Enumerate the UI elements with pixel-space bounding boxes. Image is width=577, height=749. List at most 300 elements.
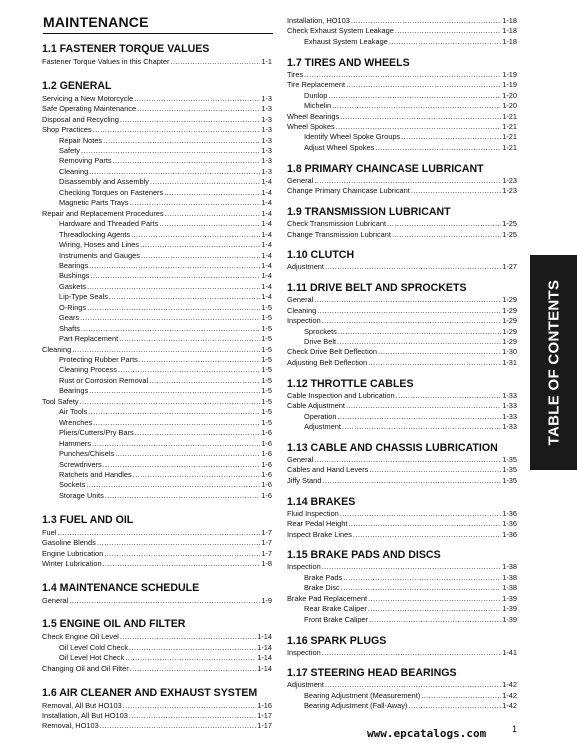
toc-entry-page: 1-4 (261, 177, 272, 187)
toc-subentry[interactable] (59, 365, 272, 374)
dot-leader (368, 594, 501, 603)
toc-entry-label: Servicing a New Motorcycle (42, 93, 134, 103)
toc-subentry[interactable] (59, 428, 272, 437)
toc-entry-label: Punches/Chisels (59, 449, 115, 459)
dot-leader (97, 538, 260, 547)
section-heading: 1.9 TRANSMISSION LUBRICANT (287, 206, 451, 219)
toc-entry[interactable] (287, 122, 517, 131)
dot-leader (332, 101, 501, 110)
dot-leader (92, 439, 260, 448)
toc-subentry[interactable] (304, 412, 517, 421)
toc-entry-page: 1-4 (261, 208, 272, 218)
toc-entry-page: 1-23 (502, 175, 517, 185)
dot-leader (81, 324, 260, 333)
dot-leader (325, 262, 501, 271)
toc-entry[interactable] (42, 57, 272, 66)
toc-entry-page: 1-5 (261, 355, 272, 364)
dot-leader (89, 261, 260, 270)
toc-entry-label: Tire Replacement (287, 80, 346, 90)
toc-entry-page: 1-36 (502, 529, 517, 539)
section-heading: 1.5 ENGINE OIL AND FILTER (42, 618, 186, 631)
toc-entry[interactable] (42, 528, 272, 537)
toc-entry-label: Cleaning (59, 166, 89, 176)
dot-leader (337, 337, 501, 346)
toc-entry[interactable] (287, 306, 517, 315)
toc-subentry[interactable] (59, 653, 272, 662)
toc-entry-page: 1-20 (502, 90, 517, 100)
toc-entry[interactable] (287, 176, 517, 185)
toc-entry[interactable] (42, 104, 272, 113)
dot-leader (80, 397, 261, 406)
dot-leader (408, 701, 501, 710)
dot-leader (322, 316, 502, 325)
toc-subentry[interactable] (59, 376, 272, 385)
toc-subentry[interactable] (59, 292, 272, 301)
dot-leader (87, 282, 260, 291)
toc-entry-label: Tool Safety (42, 396, 79, 406)
toc-entry-page: 1-5 (261, 396, 272, 406)
dot-leader (72, 345, 260, 354)
toc-entry-page: 1-4 (261, 198, 272, 208)
toc-entry[interactable] (287, 391, 517, 400)
dot-leader (129, 198, 260, 207)
toc-entry[interactable] (287, 562, 517, 571)
toc-entry[interactable] (287, 295, 517, 304)
toc-entry[interactable] (287, 358, 517, 367)
toc-subentry[interactable] (304, 583, 517, 592)
dot-leader (120, 115, 260, 124)
toc-subentry[interactable] (59, 355, 272, 364)
section-heading: 1.1 FASTENER TORQUE VALUES (42, 43, 210, 55)
toc-subentry[interactable] (304, 573, 517, 582)
toc-entry-label: Wheel Spokes (287, 122, 335, 131)
dot-leader (159, 219, 260, 228)
toc-entry-label: Bearing Adjustment (Measurement) (304, 690, 421, 700)
toc-entry-label: Engine Lubrication (42, 548, 104, 558)
toc-entry-label: Bearings (59, 386, 89, 396)
toc-subentry[interactable] (59, 271, 272, 280)
toc-entry-page: 1-18 (502, 26, 517, 36)
dot-leader (343, 573, 501, 582)
toc-entry-page: 1-21 (502, 132, 517, 142)
toc-subentry[interactable] (304, 101, 517, 110)
toc-entry-label: Check Engine Oil Level (42, 632, 119, 642)
toc-entry-page: 1-33 (502, 401, 517, 411)
toc-entry-page: 1-29 (502, 316, 517, 326)
toc-entry-label: Ratchets and Handles (59, 469, 132, 479)
dot-leader (113, 156, 261, 165)
toc-entry-page: 1-5 (261, 375, 272, 385)
dot-leader (103, 136, 260, 145)
dot-leader (120, 632, 256, 641)
toc-entry-label: Magnetic Parts Trays (59, 198, 129, 208)
toc-entry[interactable] (287, 401, 517, 410)
toc-entry[interactable] (287, 230, 517, 239)
toc-entry[interactable] (42, 701, 272, 710)
toc-subentry[interactable] (59, 146, 272, 155)
toc-subentry[interactable] (59, 439, 272, 448)
page-title: MAINTENANCE (43, 14, 273, 34)
dot-leader (368, 358, 501, 367)
dot-leader (135, 428, 261, 437)
toc-entry-page: 1-19 (502, 80, 517, 90)
toc-entry-label: Hardware and Threaded Parts (59, 219, 159, 229)
toc-entry-page: 1-3 (261, 135, 272, 145)
toc-entry-page: 1-3 (261, 104, 272, 114)
toc-entry-label: Inspection (287, 647, 321, 657)
toc-subentry[interactable] (59, 188, 272, 197)
toc-entry[interactable] (287, 455, 517, 464)
toc-entry-label: Checking Torques on Fasteners (59, 187, 164, 197)
toc-subentry[interactable] (59, 136, 272, 145)
toc-subentry[interactable] (59, 643, 272, 652)
toc-subentry[interactable] (59, 167, 272, 176)
toc-entry-page: 1-18 (502, 36, 517, 46)
toc-entry-page: 1-5 (261, 313, 272, 323)
toc-entry[interactable] (287, 648, 517, 657)
toc-entry-page: 1-3 (261, 156, 272, 166)
dot-leader (314, 455, 501, 464)
toc-entry-label: Adjustment (304, 422, 341, 432)
toc-entry[interactable] (287, 465, 517, 474)
toc-entry-label: Check Transmission Lubricant (287, 219, 386, 229)
toc-entry-page: 1-4 (261, 271, 272, 281)
toc-entry[interactable] (42, 538, 272, 547)
dot-leader (90, 271, 260, 280)
toc-entry[interactable] (42, 632, 272, 641)
toc-subentry[interactable] (59, 303, 272, 312)
section-heading: 1.16 SPARK PLUGS (287, 634, 387, 647)
toc-entry-page: 1-6 (261, 428, 272, 438)
dot-leader (392, 230, 501, 239)
dot-leader (340, 112, 501, 121)
toc-entry-label: Michelin (304, 101, 332, 111)
toc-entry-page: 1-4 (261, 292, 272, 302)
toc-entry-page: 1-4 (261, 187, 272, 197)
toc-entry[interactable] (287, 680, 517, 689)
toc-entry-page: 1-3 (261, 93, 272, 103)
dot-leader (317, 306, 501, 315)
toc-subentry[interactable] (59, 177, 272, 186)
dot-leader (387, 219, 501, 228)
toc-entry-label: Oil Level Cold Check (59, 642, 129, 652)
toc-entry-label: Inspection (287, 316, 321, 326)
toc-entry-page: 1-35 (502, 454, 517, 464)
toc-entry[interactable] (42, 559, 272, 568)
dot-leader (137, 104, 260, 113)
toc-subentry[interactable] (59, 261, 272, 270)
toc-entry-page: 1-4 (261, 219, 272, 229)
dot-leader (131, 230, 260, 239)
toc-entry-page: 1-3 (261, 166, 272, 176)
toc-entry[interactable] (42, 345, 272, 354)
toc-subentry[interactable] (59, 240, 272, 249)
dot-leader (389, 37, 501, 46)
toc-entry-page: 1-39 (502, 593, 517, 603)
toc-entry[interactable] (42, 596, 272, 605)
toc-entry-page: 1-8 (261, 558, 272, 568)
dot-leader (57, 528, 260, 537)
toc-entry-label: Instruments and Gauges (59, 250, 140, 260)
dot-leader (103, 559, 261, 568)
toc-subentry[interactable] (59, 449, 272, 458)
toc-entry-page: 1-39 (502, 614, 517, 624)
page-number: 1 (512, 724, 518, 734)
toc-entry-page: 1-38 (502, 562, 517, 572)
toc-entry-label: Bearing Adjustment (Fall-Away) (304, 701, 408, 711)
toc-entry-page: 1-21 (502, 111, 517, 121)
dot-leader (140, 240, 260, 249)
toc-entry[interactable] (42, 664, 272, 673)
toc-subentry[interactable] (304, 337, 517, 346)
toc-entry-label: Dunlop (304, 90, 328, 100)
toc-entry-page: 1-3 (261, 146, 272, 155)
dot-leader (118, 365, 260, 374)
toc-entry-page: 1-29 (502, 337, 517, 346)
toc-entry-label: Disposal and Recycling (42, 114, 119, 124)
toc-entry-page: 1-29 (502, 295, 517, 305)
toc-entry[interactable] (42, 125, 272, 134)
dot-leader (93, 418, 260, 427)
dot-leader (338, 327, 501, 336)
toc-entry-label: Removing Parts (59, 156, 112, 166)
toc-entry-page: 1-5 (261, 323, 272, 333)
toc-entry[interactable] (42, 94, 272, 103)
toc-subentry[interactable] (59, 282, 272, 291)
toc-entry[interactable] (42, 721, 272, 730)
toc-subentry[interactable] (304, 615, 517, 624)
toc-subentry[interactable] (59, 418, 272, 427)
toc-entry-label: Part Replacement (59, 334, 119, 344)
toc-entry[interactable] (287, 219, 517, 228)
dot-leader (328, 91, 501, 100)
toc-entry-label: Winter Lubrication (42, 558, 102, 568)
toc-subentry[interactable] (59, 230, 272, 239)
toc-subentry[interactable] (304, 701, 517, 710)
toc-entry[interactable] (42, 209, 272, 218)
toc-entry[interactable] (287, 316, 517, 325)
dot-leader (351, 16, 501, 25)
toc-entry[interactable] (287, 262, 517, 271)
toc-entry-label: Adjustment (287, 262, 324, 272)
toc-entry-label: Wrenches (59, 417, 93, 427)
toc-entry[interactable] (287, 26, 517, 35)
toc-subentry[interactable] (59, 386, 272, 395)
dot-leader (336, 122, 502, 131)
dot-leader (369, 465, 501, 474)
toc-entry[interactable] (287, 16, 517, 25)
toc-entry-page: 1-5 (261, 302, 272, 312)
toc-entry-page: 1-17 (257, 711, 272, 720)
dot-leader (149, 376, 260, 385)
toc-entry-label: Cleaning (42, 344, 72, 354)
toc-entry-page: 1-20 (502, 101, 517, 111)
toc-entry[interactable] (287, 112, 517, 121)
dot-leader (375, 143, 501, 152)
toc-entry-page: 1-5 (261, 417, 272, 427)
section-heading: 1.10 CLUTCH (287, 249, 355, 262)
toc-entry[interactable] (287, 70, 517, 79)
toc-entry-label: Oil Level Hot Check (59, 653, 125, 663)
toc-entry-label: Cable Inspection and Lubrication (287, 390, 395, 400)
toc-entry-page: 1-5 (261, 334, 272, 344)
toc-subentry[interactable] (304, 691, 517, 700)
toc-entry-label: Protecting Rubber Parts (59, 355, 138, 364)
toc-entry-page: 1-39 (502, 604, 517, 614)
toc-entry-page: 1-42 (502, 701, 517, 711)
toc-entry[interactable] (287, 509, 517, 518)
toc-entry-page: 1-1 (261, 57, 272, 66)
toc-entry[interactable] (287, 186, 517, 195)
dot-leader (133, 470, 261, 479)
toc-entry-page: 1-6 (261, 480, 272, 490)
toc-entry-label: Bearings (59, 260, 89, 270)
toc-entry-label: Adjustment (287, 680, 324, 690)
section-heading: 1.11 DRIVE BELT AND SPROCKETS (287, 282, 467, 295)
dot-leader (123, 701, 257, 710)
dot-leader (139, 355, 260, 364)
side-tab-label: TABLE OF CONTENTS (545, 279, 562, 446)
toc-entry-label: General (287, 295, 314, 305)
toc-subentry[interactable] (59, 313, 272, 322)
toc-entry-page: 1-38 (502, 583, 517, 593)
toc-entry-page: 1-4 (261, 250, 272, 260)
toc-entry[interactable] (287, 530, 517, 539)
toc-entry-label: Threadlocking Agents (59, 229, 131, 239)
toc-entry-label: General (287, 175, 314, 185)
section-heading: 1.6 AIR CLEANER AND EXHAUST SYSTEM (42, 686, 258, 699)
toc-entry-page: 1-16 (257, 700, 272, 710)
toc-entry[interactable] (42, 397, 272, 406)
toc-subentry[interactable] (59, 198, 272, 207)
toc-entry-page: 1-9 (261, 595, 272, 605)
toc-entry-label: Gears (59, 313, 80, 323)
dot-leader (88, 407, 260, 416)
toc-subentry[interactable] (304, 132, 517, 141)
dot-leader (165, 209, 261, 218)
toc-entry-page: 1-3 (261, 125, 272, 135)
toc-entry-page: 1-33 (502, 422, 517, 432)
toc-subentry[interactable] (59, 219, 272, 228)
toc-entry-label: Fluid Inspection (287, 508, 339, 518)
toc-subentry[interactable] (59, 470, 272, 479)
dot-leader (368, 604, 501, 613)
toc-entry-page: 1-14 (257, 663, 272, 673)
toc-entry[interactable] (42, 115, 272, 124)
toc-subentry[interactable] (59, 251, 272, 260)
toc-subentry[interactable] (59, 334, 272, 343)
toc-entry-label: Brake Disc (304, 583, 340, 593)
toc-entry-label: Storage Units (59, 490, 104, 500)
toc-entry-label: Screwdrivers (59, 459, 102, 469)
dot-leader (134, 94, 260, 103)
toc-entry-label: Check Exhaust System Leakage (287, 26, 394, 36)
toc-entry-page: 1-7 (261, 548, 272, 558)
toc-subentry[interactable] (59, 324, 272, 333)
section-heading: 1.12 THROTTLE CABLES (287, 377, 414, 390)
dot-leader (129, 643, 256, 652)
toc-subentry[interactable] (304, 422, 517, 431)
toc-entry[interactable] (287, 80, 517, 89)
toc-entry-page: 1-27 (502, 262, 517, 272)
toc-entry[interactable] (287, 519, 517, 528)
toc-entry-label: Identify Wheel Spoke Groups (304, 132, 401, 142)
dot-leader (304, 70, 501, 79)
toc-entry[interactable] (287, 347, 517, 356)
dot-leader (396, 391, 502, 400)
toc-subentry[interactable] (304, 143, 517, 152)
dot-leader (100, 721, 257, 730)
toc-entry-label: Gaskets (59, 281, 87, 291)
dot-leader (171, 57, 261, 66)
toc-entry-label: Bushings (59, 271, 90, 281)
toc-entry-label: Drive Belt (304, 337, 337, 346)
toc-entry-label: Sockets (59, 480, 86, 490)
toc-entry-page: 1-33 (502, 411, 517, 421)
toc-entry-label: Adjusting Belt Deflection (287, 357, 368, 367)
toc-entry-label: Removal, All But HO103 (42, 700, 122, 710)
section-heading: 1.13 CABLE AND CHASSIS LUBRICATION (287, 441, 498, 454)
toc-entry[interactable] (287, 594, 517, 603)
toc-entry-page: 1-25 (502, 219, 517, 229)
toc-entry-label: Repair Notes (59, 135, 103, 145)
toc-subentry[interactable] (59, 156, 272, 165)
toc-entry-page: 1-38 (502, 572, 517, 582)
toc-entry-label: Pliers/Cutters/Pry Bars (59, 428, 134, 438)
toc-subentry[interactable] (59, 480, 272, 489)
toc-entry-label: Tires (287, 69, 304, 79)
toc-entry-page: 1-4 (261, 229, 272, 239)
section-heading: 1.7 TIRES AND WHEELS (287, 56, 410, 69)
toc-entry-page: 1-41 (502, 647, 517, 657)
toc-entry-label: Changing Oil and Oil Filter (42, 663, 129, 673)
dot-leader (141, 251, 260, 260)
dot-leader (129, 711, 256, 720)
toc-subentry[interactable] (304, 37, 517, 46)
dot-leader (346, 80, 501, 89)
dot-leader (164, 188, 260, 197)
toc-subentry[interactable] (304, 91, 517, 100)
toc-subentry[interactable] (59, 407, 272, 416)
toc-entry-label: General (42, 595, 69, 605)
toc-subentry[interactable] (304, 327, 517, 336)
dot-leader (340, 509, 501, 518)
toc-entry[interactable] (287, 476, 517, 485)
toc-entry[interactable] (42, 549, 272, 558)
toc-entry-label: Exhaust System Leakage (304, 36, 388, 46)
section-heading: 1.14 BRAKES (287, 495, 356, 508)
toc-entry-page: 1-6 (261, 469, 272, 479)
toc-entry-page: 1-30 (502, 347, 517, 357)
section-heading: 1.8 PRIMARY CHAINCASE LUBRICANT (287, 162, 484, 175)
toc-entry-page: 1-29 (502, 305, 517, 315)
toc-entry[interactable] (42, 711, 272, 720)
section-heading: 1.4 MAINTENANCE SCHEDULE (42, 581, 200, 594)
toc-entry-page: 1-35 (502, 475, 517, 485)
toc-subentry[interactable] (304, 604, 517, 613)
toc-entry-page: 1-5 (261, 365, 272, 375)
dot-leader (115, 449, 260, 458)
toc-subentry[interactable] (59, 460, 272, 469)
dot-leader (150, 177, 260, 186)
toc-entry-page: 1-14 (257, 653, 272, 663)
toc-entry-label: Front Brake Caliper (304, 614, 369, 624)
toc-entry-label: Safety (59, 146, 80, 155)
toc-entry-page: 1-5 (261, 386, 272, 396)
toc-subentry[interactable] (59, 491, 272, 500)
toc-entry-page: 1-3 (261, 114, 272, 124)
toc-entry-page: 1-7 (261, 527, 272, 537)
